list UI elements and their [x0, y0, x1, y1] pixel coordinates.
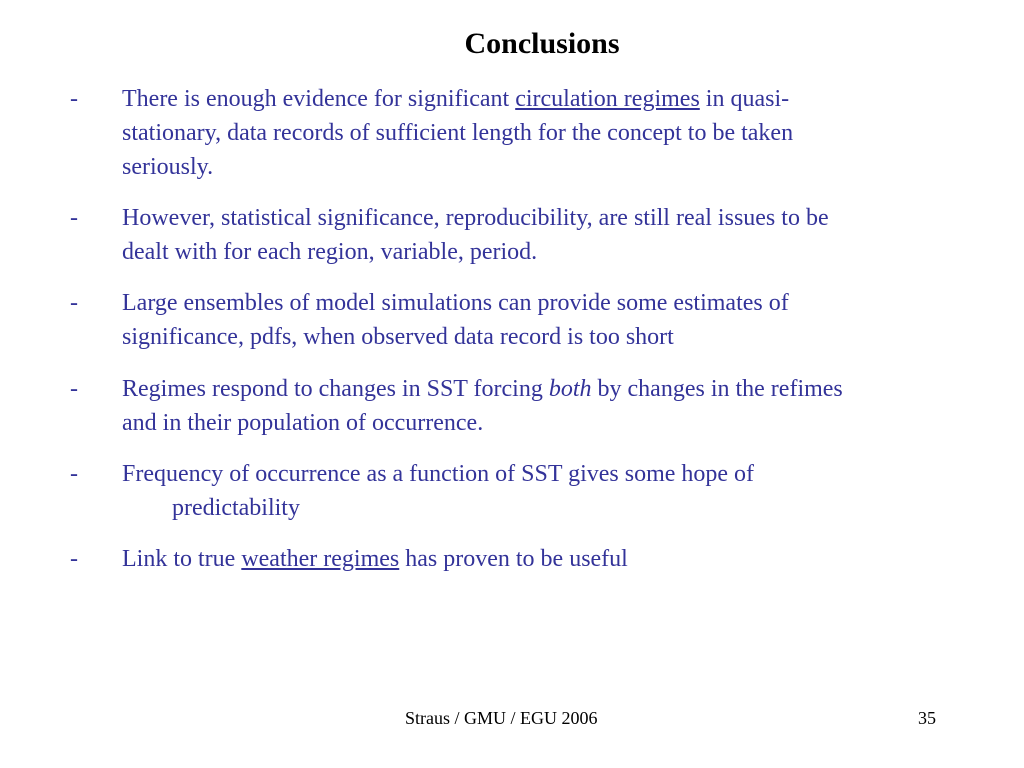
bullet-line: However, statistical significance, reproducibility, are still real issues to be [122, 205, 829, 231]
bullet-line: stationary, data records of sufficient length for the concept to be taken [122, 120, 794, 146]
slide-title: Conclusions [464, 27, 620, 60]
bullet-text-segment: Link to true [122, 546, 242, 572]
bullet-text-segment: has proven to be useful [399, 546, 628, 572]
bullet-line [122, 82, 1002, 116]
bullet-text [122, 82, 1002, 184]
bullet-text [122, 457, 1002, 525]
italic-term: both [548, 376, 592, 402]
bullet-marker: - [70, 290, 78, 316]
bullet-text [122, 286, 1002, 354]
footer-credit: Straus / GMU / EGU 2006 [405, 708, 598, 728]
bullet-line: predictability [172, 495, 300, 521]
bullet-line: seriously. [122, 154, 214, 180]
underlined-term: weather regimes [241, 546, 400, 572]
bullet-text-segment: by changes in the refimes [591, 376, 843, 402]
bullet-text-segment: in quasi- [699, 86, 790, 112]
bullet-line [122, 372, 1002, 406]
bullet-text-segment: There is enough evidence for significant [122, 86, 516, 112]
bullet-text [122, 201, 1002, 269]
bullet-text [122, 542, 1002, 576]
bullet-line: Large ensembles of model simulations can provide some estimates of [122, 290, 789, 316]
bullet-marker: - [70, 376, 78, 402]
bullet-line: significance, pdfs, when observed data record is too short [122, 324, 674, 350]
bullet-text [122, 372, 1002, 440]
bullet-line: Frequency of occurrence as a function of SST gives some hope of [122, 461, 755, 487]
bullet-line: dealt with for each region, variable, period. [122, 239, 538, 265]
underlined-term: circulation regimes [515, 86, 700, 112]
bullet-text-segment: Regimes respond to changes in SST forcing [122, 376, 549, 402]
bullet-line [122, 542, 1002, 576]
bullet-marker: - [70, 86, 78, 112]
bullet-marker: - [70, 205, 78, 231]
bullet-marker: - [70, 461, 78, 487]
bullet-line: and in their population of occurrence. [122, 410, 484, 436]
page-number: 35 [918, 708, 936, 728]
bullet-marker: - [70, 546, 78, 572]
